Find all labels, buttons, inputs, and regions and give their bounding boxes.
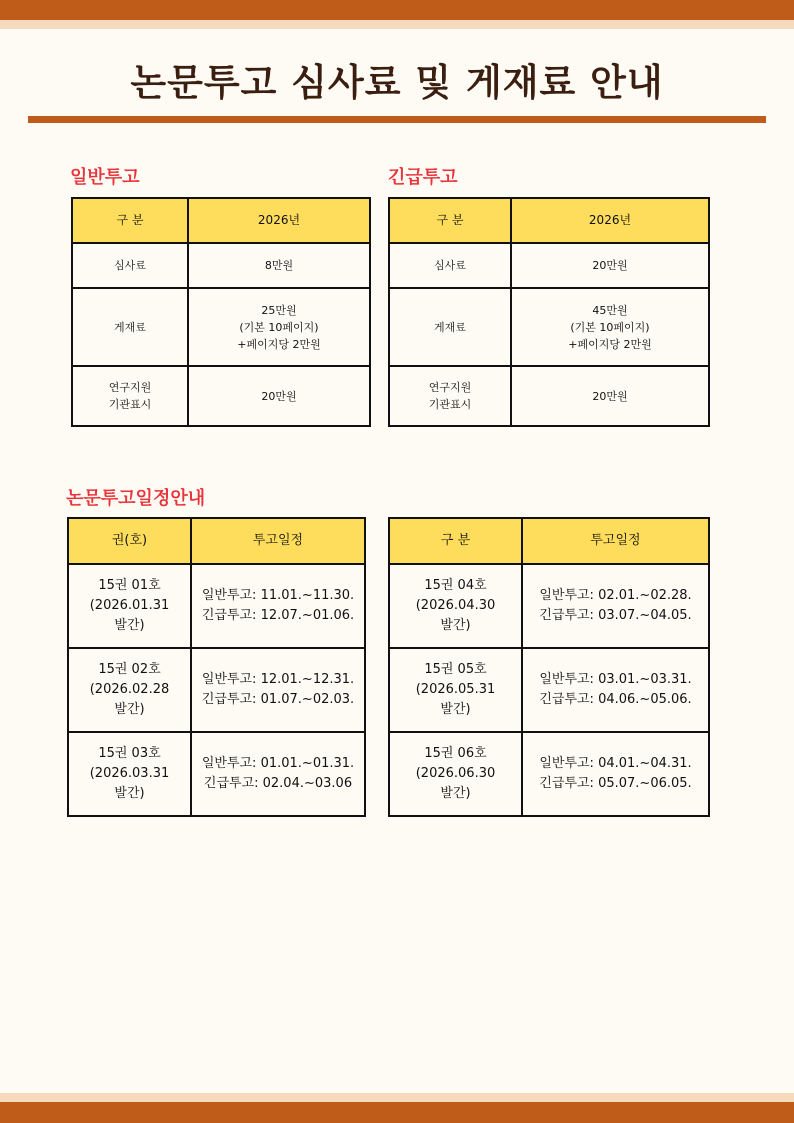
header-cell: 구 분 xyxy=(389,518,522,564)
table-row xyxy=(68,564,365,648)
schedule-cell: 일반투고: 01.01.~01.31. 긴급투고: 02.04.~03.06 xyxy=(191,732,365,816)
header-cell: 2026년 xyxy=(511,198,709,243)
table-row xyxy=(68,648,365,732)
table-row xyxy=(389,288,709,366)
urgent-fee-table xyxy=(388,197,710,427)
bottom-band xyxy=(0,1102,794,1123)
schedule-cell: 일반투고: 04.01.~04.31. 긴급투고: 05.07.~06.05. xyxy=(522,732,709,816)
schedule-cell: 일반투고: 02.01.~02.28. 긴급투고: 03.07.~04.05. xyxy=(522,564,709,648)
schedule-table-left xyxy=(67,517,366,817)
top-band-light xyxy=(0,20,794,29)
header-cell: 권(호) xyxy=(68,518,191,564)
table-row xyxy=(389,648,709,732)
schedule-cell: 일반투고: 12.01.~12.31. 긴급투고: 01.07.~02.03. xyxy=(191,648,365,732)
row-label: 연구지원 기관표시 xyxy=(389,366,511,426)
row-value: 25만원 (기본 10페이지) +페이지당 2만원 xyxy=(188,288,370,366)
title-divider xyxy=(28,116,766,123)
header-cell: 투고일정 xyxy=(522,518,709,564)
schedule-cell: 일반투고: 03.01.~03.31. 긴급투고: 04.06.~05.06. xyxy=(522,648,709,732)
table-header-row xyxy=(389,518,709,564)
issue-cell: 15권 05호 (2026.05.31 발간) xyxy=(389,648,522,732)
row-value: 8만원 xyxy=(188,243,370,288)
table-row xyxy=(72,366,370,426)
issue-cell: 15권 06호 (2026.06.30 발간) xyxy=(389,732,522,816)
row-label: 심사료 xyxy=(72,243,188,288)
issue-cell: 15권 04호 (2026.04.30 발간) xyxy=(389,564,522,648)
header-cell: 구 분 xyxy=(72,198,188,243)
issue-cell: 15권 02호 (2026.02.28 발간) xyxy=(68,648,191,732)
row-value: 20만원 xyxy=(511,243,709,288)
row-label: 게재료 xyxy=(389,288,511,366)
table-row xyxy=(389,732,709,816)
schedule-cell: 일반투고: 11.01.~11.30. 긴급투고: 12.07.~01.06. xyxy=(191,564,365,648)
table-header-row xyxy=(72,198,370,243)
table-header-row xyxy=(389,198,709,243)
urgent-heading: 긴급투고 xyxy=(388,167,458,188)
general-fee-table xyxy=(71,197,371,427)
table-row xyxy=(389,564,709,648)
header-cell: 투고일정 xyxy=(191,518,365,564)
table-header-row xyxy=(68,518,365,564)
table-row xyxy=(389,366,709,426)
schedule-heading: 논문투고일정안내 xyxy=(66,488,206,509)
row-label: 게재료 xyxy=(72,288,188,366)
table-row xyxy=(389,243,709,288)
bottom-band-light xyxy=(0,1093,794,1102)
row-label: 연구지원 기관표시 xyxy=(72,366,188,426)
page-title: 논문투고 심사료 및 게재료 안내 xyxy=(130,61,664,104)
row-value: 45만원 (기본 10페이지) +페이지당 2만원 xyxy=(511,288,709,366)
header-cell: 2026년 xyxy=(188,198,370,243)
general-heading: 일반투고 xyxy=(70,167,140,188)
table-row xyxy=(72,243,370,288)
issue-cell: 15권 01호 (2026.01.31 발간) xyxy=(68,564,191,648)
row-value: 20만원 xyxy=(511,366,709,426)
table-row xyxy=(68,732,365,816)
top-band xyxy=(0,0,794,20)
row-value: 20만원 xyxy=(188,366,370,426)
table-row xyxy=(72,288,370,366)
row-label: 심사료 xyxy=(389,243,511,288)
issue-cell: 15권 03호 (2026.03.31 발간) xyxy=(68,732,191,816)
schedule-table-right xyxy=(388,517,710,817)
header-cell: 구 분 xyxy=(389,198,511,243)
